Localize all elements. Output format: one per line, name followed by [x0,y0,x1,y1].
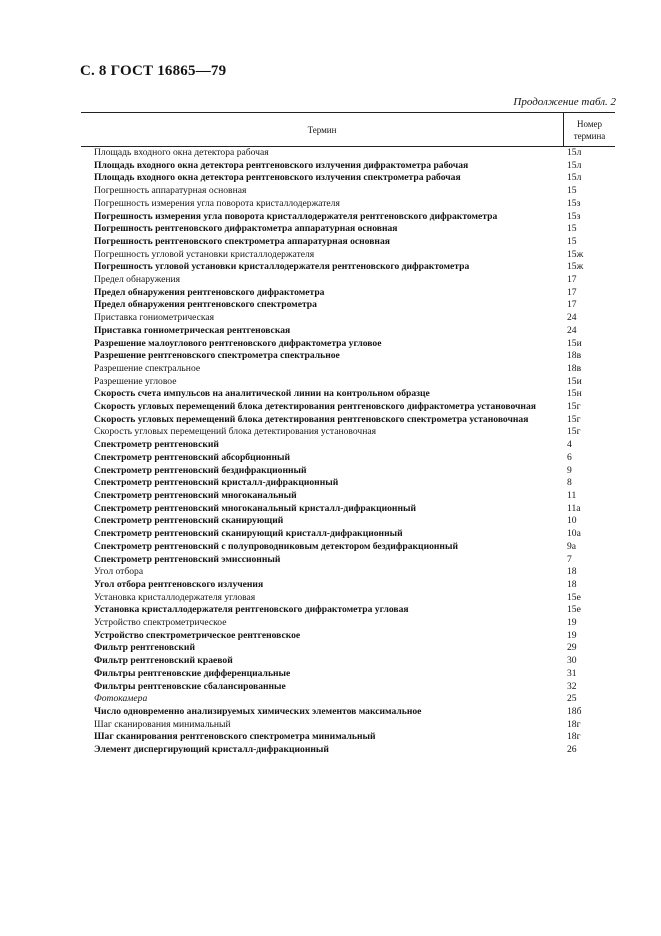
term-number-cell: 15з [567,197,581,209]
term-number-cell: 11а [567,502,581,514]
term-number-cell: 15л [567,172,582,184]
table-row [81,490,615,503]
term-number-cell: 9а [567,540,577,552]
table-row [81,249,615,262]
term-cell: Приставка гониометрическая рентгеновская [94,324,291,336]
term-cell: Угол отбора рентгеновского излучения [94,578,264,590]
table-row [81,719,615,732]
table-row [81,503,615,516]
table-row [81,160,615,173]
term-number-cell: 7 [567,553,572,565]
term-number-cell: 30 [567,655,577,667]
table-row [81,350,615,363]
term-number-cell: 19 [567,629,577,641]
table-row [81,744,615,757]
term-cell: Разрешение малоуглового рентгеновского дифрактометра угловое [94,337,382,349]
term-cell: Спектрометр рентгеновский [94,439,219,451]
table-row [81,477,615,490]
term-cell: Число одновременно анализируемых химических элементов максимальное [94,705,422,717]
table-row [81,363,615,376]
term-cell: Шаг сканирования минимальный [94,718,231,730]
term-cell: Спектрометр рентгеновский кристалл-дифракционный [94,477,339,489]
term-number-cell: 6 [567,451,572,463]
term-number-cell: 8 [567,477,572,489]
page-title: С. 8 ГОСТ 16865—79 [80,63,227,79]
term-cell: Спектрометр рентгеновский абсорбционный [94,451,291,463]
table-row [81,299,615,312]
term-cell: Шаг сканирования рентгеновского спектрометра минимальный [94,731,376,743]
column-header-number-line1: Номер [576,118,603,129]
table-row [81,630,615,643]
term-cell: Разрешение спектральное [94,362,201,374]
term-cell: Установка кристаллодержателя рентгеновского дифрактометра угловая [94,604,409,616]
table-row [81,198,615,211]
term-cell: Спектрометр рентгеновский эмиссионный [94,553,281,565]
term-number-cell: 15л [567,147,582,158]
table-row [81,147,615,160]
term-number-cell: 24 [567,312,577,324]
column-header-number [564,113,615,146]
term-cell: Скорость угловых перемещений блока детектирования рентгеновского спектрометра установочная [94,413,529,425]
table-row [81,401,615,414]
table-row [81,579,615,592]
table-row [81,706,615,719]
term-cell: Погрешность угловой установки кристаллодержателя [94,248,315,260]
term-cell: Фильтр рентгеновский краевой [94,655,233,667]
term-number-cell: 15е [567,604,581,616]
term-number-cell: 15г [567,426,581,438]
table-row [81,274,615,287]
term-number-cell: 32 [567,680,577,692]
term-number-cell: 18б [567,705,582,717]
table-row [81,172,615,185]
term-number-cell: 15ж [567,248,584,260]
term-number-cell: 15и [567,375,582,387]
table-row [81,465,615,478]
term-cell: Разрешение рентгеновского спектрометра спектральное [94,350,340,362]
term-cell: Погрешность рентгеновского дифрактометра аппаратурная основная [94,223,398,235]
term-cell: Предел обнаружения рентгеновского спектрометра [94,299,317,311]
table-row [81,592,615,605]
term-cell: Погрешность угловой установки кристаллодержателя рентгеновского дифрактометра [94,261,470,273]
table-body [81,147,615,757]
term-number-cell: 15г [567,401,581,413]
term-number-cell: 19 [567,617,577,629]
term-cell: Спектрометр рентгеновский сканирующий [94,515,284,527]
table-row [81,642,615,655]
term-number-cell: 11 [567,489,577,501]
term-cell: Фильтр рентгеновский [94,642,195,654]
term-number-cell: 15 [567,223,577,235]
term-number-cell: 15ж [567,261,584,273]
term-number-cell: 17 [567,286,577,298]
term-number-cell: 24 [567,324,577,336]
table-row [81,211,615,224]
term-cell: Установка кристаллодержателя угловая [94,591,256,603]
table-row [81,376,615,389]
term-cell: Фильтры рентгеновские сбалансированные [94,680,286,692]
term-number-cell: 15е [567,591,581,603]
table-row [81,452,615,465]
term-cell: Угол отбора [94,566,144,578]
term-cell: Погрешность аппаратурная основная [94,185,247,197]
term-cell: Разрешение угловое [94,375,177,387]
term-number-cell: 15г [567,413,581,425]
term-number-cell: 25 [567,693,577,705]
term-number-cell: 18г [567,718,581,730]
term-cell: Приставка гониометрическая [94,312,215,324]
term-cell: Площадь входного окна детектора рентгеновского излучения спектрометра рабочая [94,172,461,184]
term-cell: Спектрометр рентгеновский с полупроводниковым детектором бездифракционный [94,540,458,552]
term-number-cell: 18в [567,350,582,362]
term-cell: Площадь входного окна детектора рабочая [94,147,269,158]
table-row [81,388,615,401]
term-number-cell: 10а [567,528,581,540]
table-row [81,325,615,338]
term-cell: Устройство спектрометрическое рентгеновское [94,629,301,641]
table-row [81,287,615,300]
table-row [81,668,615,681]
table-header [81,112,615,147]
table-row [81,604,615,617]
table-row [81,566,615,579]
term-number-cell: 17 [567,274,577,286]
term-cell: Скорость угловых перемещений блока детектирования рентгеновского дифрактометра установочная [94,401,536,413]
term-cell: Элемент диспергирующий кристалл-дифракционный [94,744,329,756]
term-number-cell: 9 [567,464,572,476]
term-cell: Спектрометр рентгеновский сканирующий кристалл-дифракционный [94,528,403,540]
term-number-cell: 15н [567,388,582,400]
term-cell: Спектрометр рентгеновский многоканальный [94,489,297,501]
table-row [81,439,615,452]
term-number-cell: 4 [567,439,572,451]
term-cell: Фотокамера [94,693,148,705]
table-row [81,693,615,706]
column-header-term: Термин [81,113,564,146]
term-number-cell: 26 [567,744,577,756]
term-number-cell: 18 [567,578,577,590]
term-number-cell: 15л [567,159,582,171]
table-row [81,541,615,554]
table-row [81,414,615,427]
term-number-cell: 15з [567,210,581,222]
term-cell: Площадь входного окна детектора рентгеновского излучения дифрактометра рабочая [94,159,469,171]
table-row [81,617,615,630]
term-cell: Предел обнаружения [94,274,181,286]
terms-table [81,112,615,757]
table-row [81,681,615,694]
table-row [81,236,615,249]
term-number-cell: 18г [567,731,581,743]
term-number-cell: 15 [567,235,577,247]
term-number-cell: 18 [567,566,577,578]
table-continuation-label: Продолжение табл. 2 [513,96,616,108]
term-number-cell: 15и [567,337,582,349]
term-cell: Спектрометр рентгеновский многоканальный кристалл-дифракционный [94,502,417,514]
term-number-cell: 29 [567,642,577,654]
table-row [81,554,615,567]
term-number-cell: 10 [567,515,577,527]
term-cell: Погрешность рентгеновского спектрометра аппаратурная основная [94,235,390,247]
column-header-number-line2: термина [573,130,606,141]
term-cell: Фильтры рентгеновские дифференциальные [94,667,291,679]
term-cell: Устройство спектрометрическое [94,617,227,629]
table-row [81,185,615,198]
table-row [81,223,615,236]
table-row [81,426,615,439]
term-cell: Погрешность измерения угла поворота кристаллодержателя [94,197,340,209]
table-row [81,515,615,528]
term-cell: Скорость угловых перемещений блока детектирования установочная [94,426,377,438]
term-cell: Погрешность измерения угла поворота кристаллодержателя рентгеновского дифрактометра [94,210,498,222]
term-number-cell: 31 [567,667,577,679]
term-cell: Спектрометр рентгеновский бездифракционный [94,464,307,476]
table-row [81,731,615,744]
term-number-cell: 18в [567,362,582,374]
table-row [81,312,615,325]
term-number-cell: 15 [567,185,577,197]
term-number-cell: 17 [567,299,577,311]
table-row [81,655,615,668]
table-row [81,261,615,274]
term-cell: Скорость счета импульсов на аналитической линии на контрольном образце [94,388,430,400]
term-cell: Предел обнаружения рентгеновского дифрактометра [94,286,325,298]
table-row [81,528,615,541]
table-row [81,338,615,351]
